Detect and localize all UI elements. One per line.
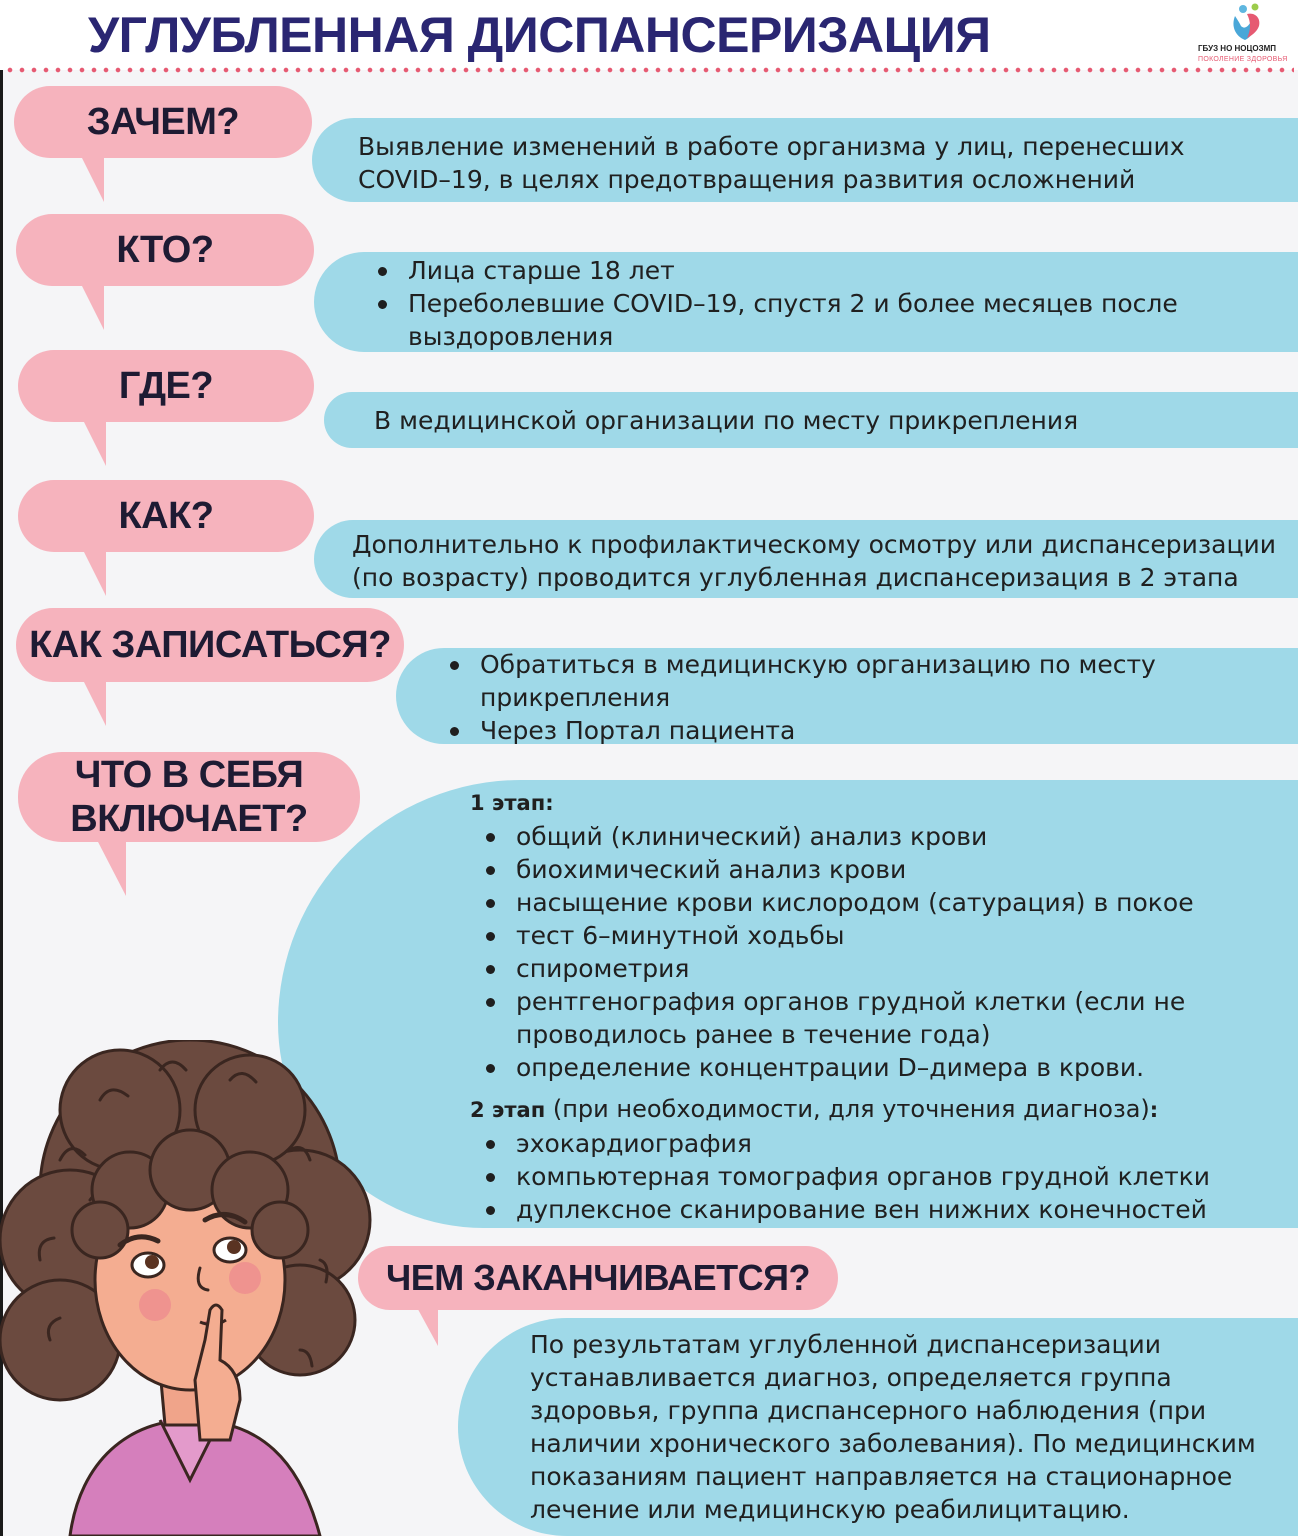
answer-who — [314, 252, 1298, 352]
stage2-title-bold: 2 этап — [470, 1098, 546, 1122]
bubble-tail — [78, 150, 104, 202]
stage2-title — [470, 1092, 1268, 1127]
question-result — [358, 1246, 838, 1310]
stage1-list — [472, 820, 1268, 1084]
stage2-list — [472, 1127, 1268, 1226]
list-item: спирометрия — [472, 952, 1268, 985]
question-includes — [18, 752, 360, 842]
logo-slogan-text: ПОКОЛЕНИЕ ЗДОРОВЬЯ — [1198, 56, 1288, 63]
answer-result — [458, 1318, 1298, 1536]
question-why — [14, 86, 312, 158]
answer-result-text: По результатам углубленной диспансеризации устанавливается диагноз, определяется группа здоровья, группа диспансерного наблюдения (при наличии хронического заболевания). По медицинским показаниям пациент направляется на стационарное лечение или медицинскую реабилицитацию. — [530, 1330, 1256, 1524]
logo-org-text: ГБУЗ НО НОЦОЗМП — [1198, 44, 1277, 53]
list-item: определение концентрации D–димера в крови. — [472, 1051, 1268, 1084]
list-item: рентгенография органов грудной клетки (если не проводилось ранее в течение года) — [472, 985, 1268, 1051]
question-who — [16, 214, 314, 286]
answer-signup — [396, 648, 1298, 744]
stage2-note: (при необходимости, для уточнения диагноза) — [545, 1095, 1150, 1123]
dotted-divider — [4, 66, 1294, 74]
list-item: Через Портал пациента — [436, 714, 1268, 747]
bubble-tail — [96, 838, 126, 896]
stage2-colon: : — [1149, 1098, 1159, 1122]
bubble-tail — [78, 278, 104, 330]
answer-why-text: Выявление изменений в работе организма у лиц, перенесших COVID–19, в целях предотвращения развития осложнений — [358, 132, 1185, 194]
bubble-tail — [80, 414, 106, 466]
answer-why — [312, 118, 1298, 202]
answer-signup-list — [436, 648, 1268, 747]
list-item: дуплексное сканирование вен нижних конечностей — [472, 1193, 1268, 1226]
bubble-tail — [80, 674, 106, 726]
bubble-tail — [414, 1302, 438, 1346]
stage1-title: 1 этап: — [470, 791, 554, 815]
thinking-girl-illustration — [0, 1040, 380, 1536]
list-item: Лица старше 18 лет — [364, 254, 1268, 287]
question-why-text: ЗАЧЕМ? — [86, 101, 240, 143]
answer-where — [324, 392, 1298, 448]
list-item: общий (клинический) анализ крови — [472, 820, 1268, 853]
question-how-text: КАК? — [118, 495, 214, 537]
question-includes-line1: ЧТО В СЕБЯ — [74, 754, 304, 796]
question-includes-line2: ВКЛЮЧАЕТ? — [70, 798, 308, 840]
answer-includes — [278, 780, 1298, 1228]
list-item: компьютерная томография органов грудной клетки — [472, 1160, 1268, 1193]
question-who-text: КТО? — [116, 229, 214, 271]
question-result-text: ЧЕМ ЗАКАНЧИВАЕТСЯ? — [385, 1257, 811, 1298]
answer-who-list — [364, 254, 1268, 353]
question-where — [18, 350, 314, 422]
answer-how-text: Дополнительно к профилактическому осмотру или диспансеризации (по возрасту) проводится углубленная диспансеризация в 2 этапа — [352, 530, 1277, 592]
list-item: биохимический анализ крови — [472, 853, 1268, 886]
bubble-tail — [80, 544, 106, 596]
answer-where-text: В медицинской организации по месту прикрепления — [374, 406, 1079, 435]
list-item: Обратиться в медицинскую организацию по месту прикрепления — [436, 648, 1268, 714]
list-item: Переболевшие COVID–19, спустя 2 и более месяцев после выздоровления — [364, 287, 1268, 353]
list-item: насыщение крови кислородом (сатурация) в покое — [472, 886, 1268, 919]
list-item: тест 6–минутной ходьбы — [472, 919, 1268, 952]
page-title: УГЛУБЛЕННАЯ ДИСПАНСЕРИЗАЦИЯ — [88, 7, 991, 63]
header — [0, 0, 1298, 70]
question-signup-text: КАК ЗАПИСАТЬСЯ? — [29, 624, 391, 666]
list-item: эхокардиография — [472, 1127, 1268, 1160]
answer-how — [314, 520, 1298, 598]
question-signup — [16, 608, 404, 682]
question-how — [18, 480, 314, 552]
question-where-text: ГДЕ? — [118, 365, 214, 407]
